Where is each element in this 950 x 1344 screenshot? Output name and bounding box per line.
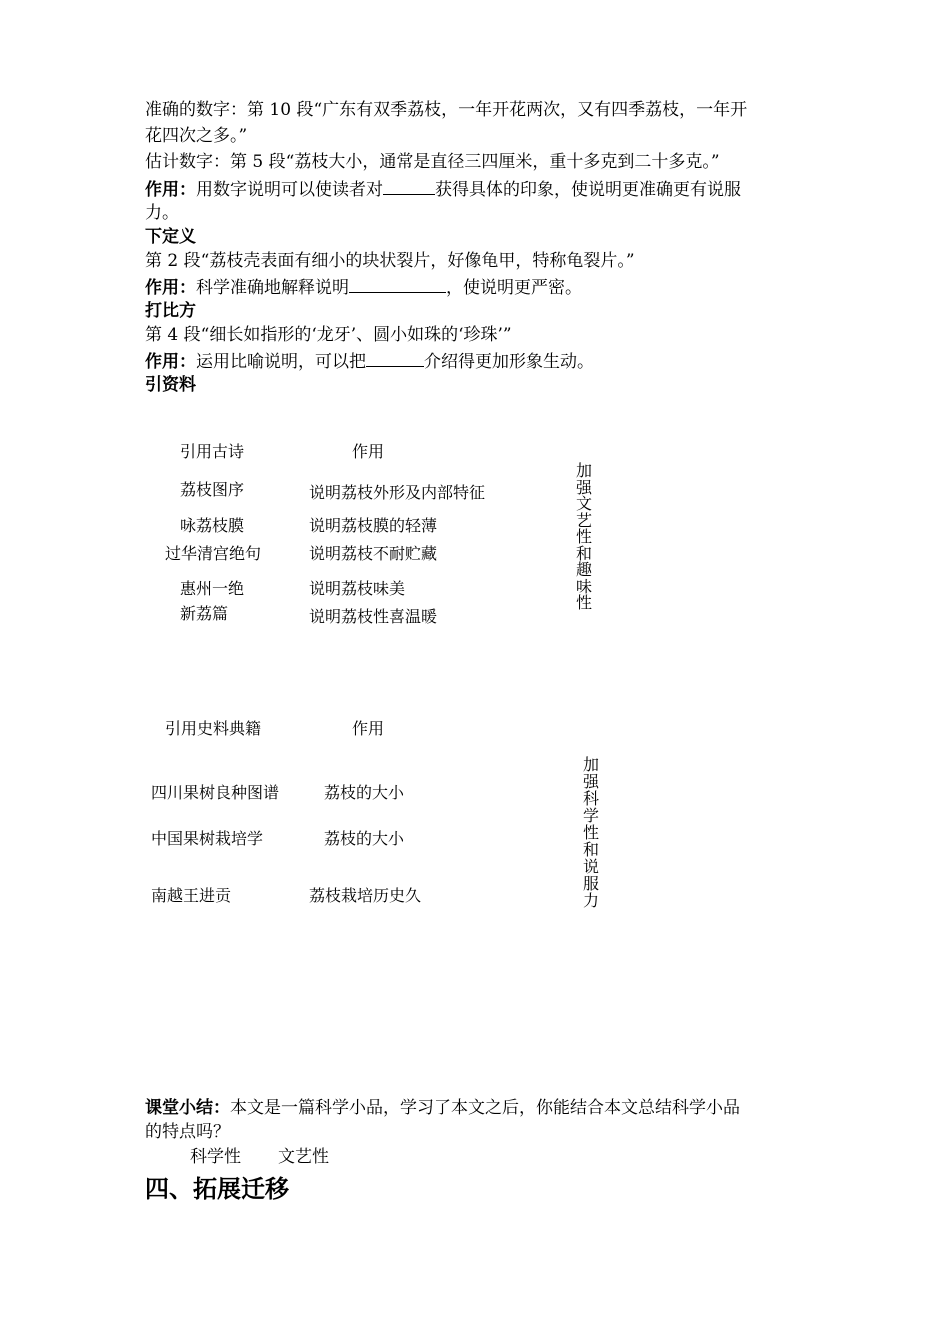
numbers-effect-line [145,176,741,202]
metaphor-heading: 打比方 [145,301,196,321]
estimate-number-line: 估计数字：第 5 段“荔枝大小，通常是直径三四厘米，重十多克到二十多克。” [145,152,720,172]
metaphor-effect-text-a: 运用比喻说明，可以把 [196,352,366,372]
poems-col1-header: 引用古诗 [180,442,245,461]
numbers-effect-text-b: 获得具体的印象，使说明更准确更有说服 [435,180,741,200]
history-effect-1: 荔枝的大小 [324,783,405,802]
definition-effect-line [145,274,582,300]
accurate-number-line-2: 花四次之多。” [145,126,248,146]
definition-effect-text-b: ，使说明更严密。 [446,278,582,298]
extension-heading: 四、拓展迁移 [145,1175,289,1203]
citation-heading: 引资料 [145,375,196,395]
poem-effect-4: 说明荔枝味美 [309,579,406,598]
history-summary-vertical: 加强科学性和说服力 [582,755,599,910]
poem-source-1: 荔枝图序 [180,480,245,499]
numbers-effect-text-a: 用数字说明可以使读者对 [196,180,383,200]
poem-effect-2: 说明荔枝膜的轻薄 [309,516,438,535]
metaphor-example: 第 4 段“细长如指形的‘龙牙’、圆小如珠的‘珍珠’” [145,325,512,345]
metaphor-effect-blank[interactable] [366,348,424,367]
numbers-effect-line-2: 力。 [145,203,179,223]
history-source-2: 中国果树栽培学 [151,829,264,848]
history-source-3: 南越王进贡 [151,886,232,905]
summary-line-2: 的特点吗？ [145,1122,230,1142]
poems-col2-header: 作用 [352,442,385,461]
poem-source-5: 新荔篇 [180,604,229,623]
metaphor-effect-label: 作用： [145,352,196,372]
history-effect-3: 荔枝栽培历史久 [309,886,422,905]
definition-effect-label: 作用： [145,278,196,298]
poem-source-4: 惠州一绝 [180,579,245,598]
history-col1-header: 引用史料典籍 [165,719,262,738]
summary-text-1: 本文是一篇科学小品，学习了本文之后，你能结合本文总结科学小品 [230,1098,740,1118]
numbers-effect-label: 作用： [145,180,196,200]
poems-summary-vertical: 加强文艺性和趣味性 [575,461,592,612]
history-effect-2: 荔枝的大小 [324,829,405,848]
numbers-effect-blank[interactable] [383,176,435,195]
metaphor-effect-text-b: 介绍得更加形象生动。 [424,352,594,372]
summary-answer-1: 科学性 [190,1147,241,1167]
definition-example: 第 2 段“荔枝壳表面有细小的块状裂片，好像龟甲，特称龟裂片。” [145,251,635,271]
history-col2-header: 作用 [352,719,385,738]
poem-effect-3: 说明荔枝不耐贮藏 [309,544,438,563]
summary-label: 课堂小结： [145,1098,230,1118]
history-source-1: 四川果树良种图谱 [151,783,280,802]
accurate-number-line-1: 准确的数字：第 10 段“广东有双季荔枝，一年开花两次，又有四季荔枝，一年开 [145,100,748,120]
poem-source-3: 过华清宫绝句 [165,544,262,563]
definition-heading: 下定义 [145,227,196,247]
definition-effect-text-a: 科学准确地解释说明 [196,278,349,298]
poem-source-2: 咏荔枝膜 [180,516,245,535]
poem-effect-1: 说明荔枝外形及内部特征 [309,483,486,502]
summary-answer-2: 文艺性 [278,1147,329,1167]
metaphor-effect-line [145,348,594,374]
poem-effect-5: 说明荔枝性喜温暖 [309,607,438,626]
definition-effect-blank[interactable] [349,274,446,293]
summary-line-1 [145,1096,740,1120]
